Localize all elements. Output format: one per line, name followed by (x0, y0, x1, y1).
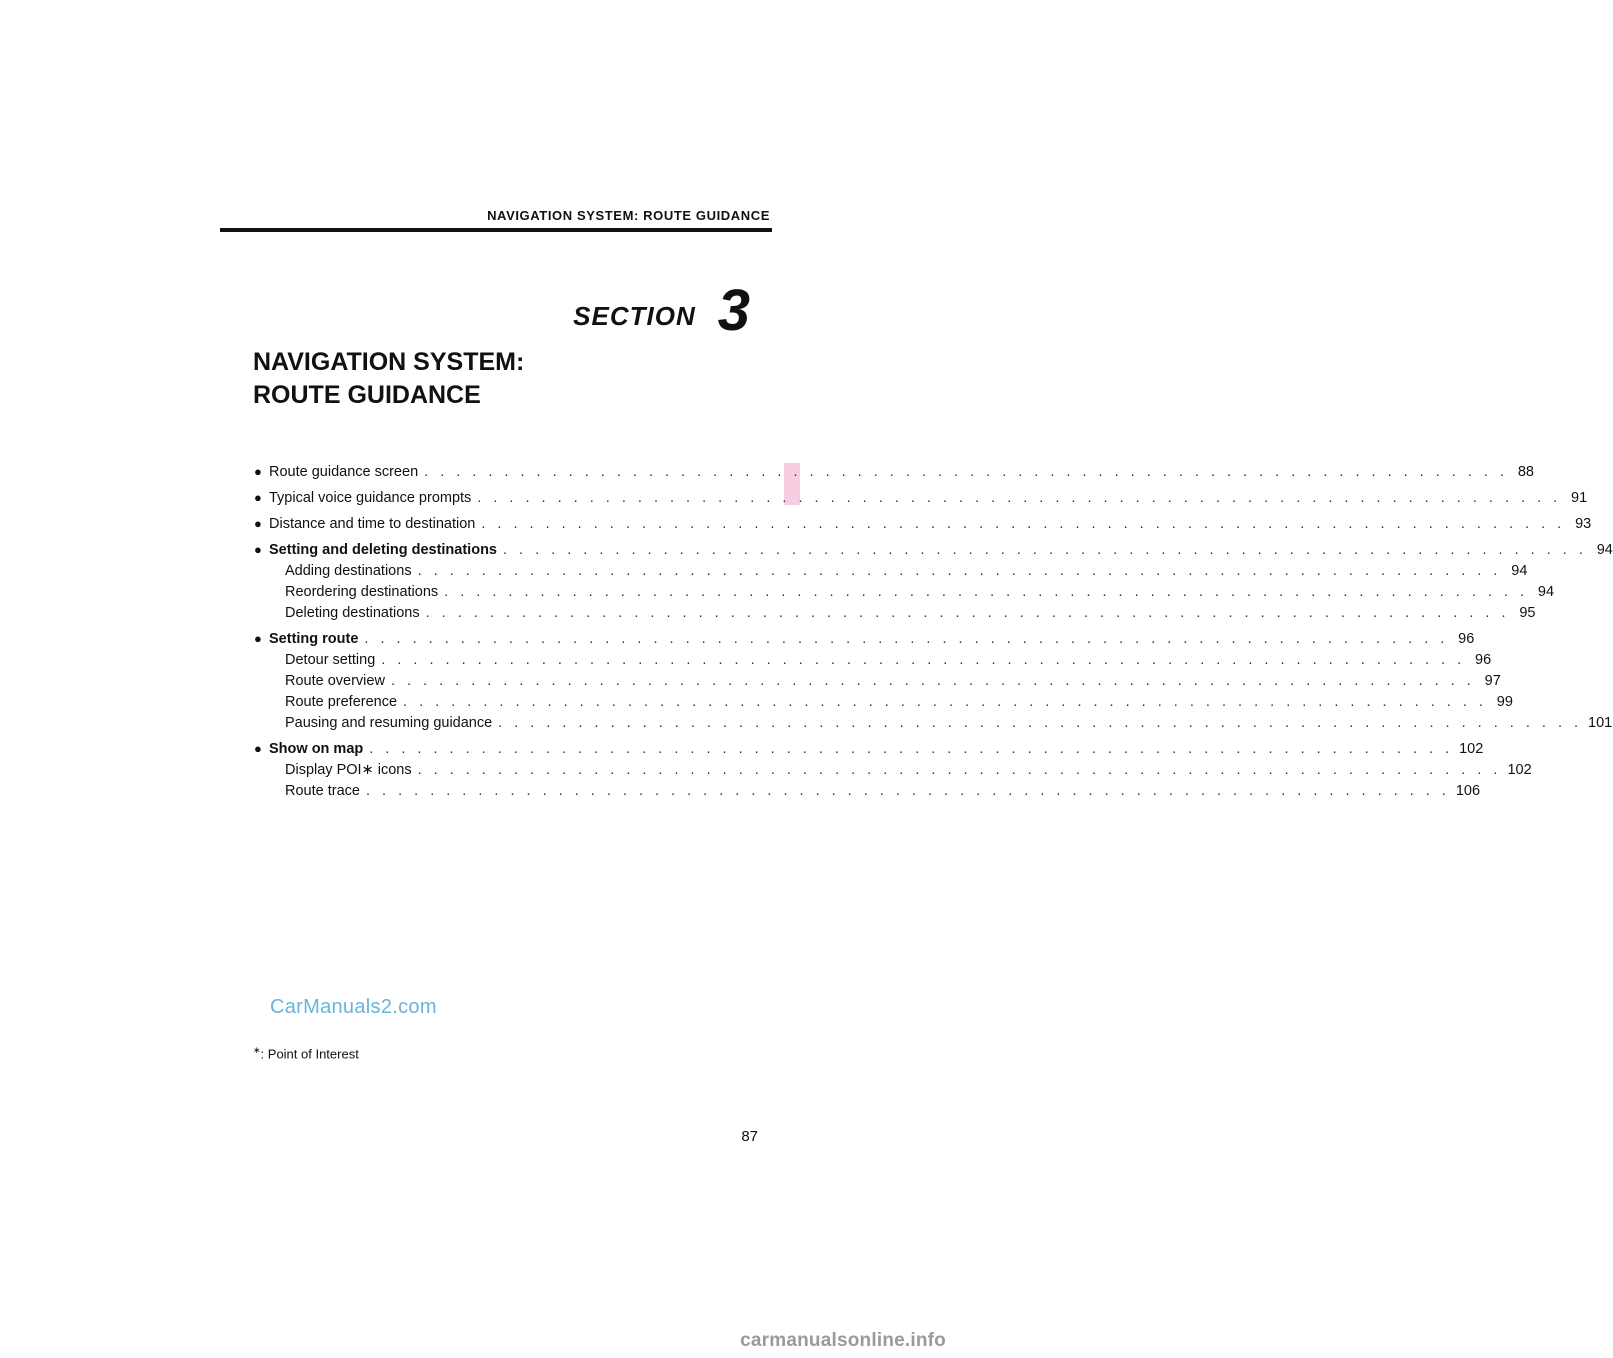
toc-label: Typical voice guidance prompts (269, 490, 472, 506)
toc-leader: . . . . . . . . . . . . . . . . . . . . . . . . . . . . . . . . . . . . . . . . . . . . . . . . . . . . . . . . . . . . . . . . . . . . (424, 464, 1508, 480)
bullet-icon: ● (254, 631, 262, 646)
toc-leader: . . . . . . . . . . . . . . . . . . . . . . . . . . . . . . . . . . . . . . . . . . . . . . . . . . . . . . . . . . . . . . . . . . . . (417, 563, 1502, 579)
chapter-title (253, 346, 524, 412)
watermark-logo: CarManuals2.com (270, 996, 437, 1018)
section-word: SECTION (573, 301, 696, 331)
bullet-icon: ● (254, 542, 262, 557)
toc-page: 101 (1588, 715, 1613, 731)
toc-label: Route guidance screen (269, 464, 419, 480)
toc-page: 93 (1575, 516, 1592, 532)
table-of-contents (254, 464, 1613, 804)
toc-label: Setting route (269, 631, 359, 647)
toc-page: 106 (1455, 783, 1481, 799)
footnote (253, 1045, 359, 1061)
toc-entry[interactable] (254, 464, 1534, 485)
toc-leader: . . . . . . . . . . . . . . . . . . . . . . . . . . . . . . . . . . . . . . . . . . . . . . . . . . . . . . . . . . . . . . . . . . . . (444, 584, 1529, 600)
toc-page: 91 (1571, 490, 1588, 506)
toc-label: Deleting destinations (285, 605, 420, 621)
toc-label: Route trace (285, 783, 360, 799)
toc-leader: . . . . . . . . . . . . . . . . . . . . . . . . . . . . . . . . . . . . . . . . . . . . . . . . . . . . . . . . . . . . . . . . . . . . (477, 490, 1562, 506)
toc-page: 94 (1537, 584, 1555, 600)
toc-subentry[interactable] (254, 694, 1513, 715)
toc-label: Distance and time to destination (269, 516, 476, 532)
section-number: 3 (717, 278, 750, 343)
site-watermark: carmanualsonline.info (740, 1330, 946, 1351)
toc-subentry[interactable] (254, 715, 1613, 736)
toc-subentry[interactable] (254, 762, 1532, 783)
toc-leader: . . . . . . . . . . . . . . . . . . . . . . . . . . . . . . . . . . . . . . . . . . . . . . . . . . . . . . . . . . . . . . . . . . . . (498, 715, 1583, 731)
chapter-title-line-2: ROUTE GUIDANCE (253, 381, 481, 409)
toc-leader: . . . . . . . . . . . . . . . . . . . . . . . . . . . . . . . . . . . . . . . . . . . . . . . . . . . . . . . . . . . . . . . . . . . . (481, 516, 1566, 532)
toc-entry[interactable] (254, 542, 1613, 563)
toc-label: Detour setting (285, 652, 376, 668)
toc-page: 94 (1596, 542, 1613, 558)
toc-label: Adding destinations (285, 563, 412, 579)
bullet-icon: ● (254, 490, 262, 505)
toc-leader: . . . . . . . . . . . . . . . . . . . . . . . . . . . . . . . . . . . . . . . . . . . . . . . . . . . . . . . . . . . . . . . . . . . . (503, 542, 1587, 558)
toc-leader: . . . . . . . . . . . . . . . . . . . . . . . . . . . . . . . . . . . . . . . . . . . . . . . . . . . . . . . . . . . . . . . . . . . . (369, 741, 1454, 757)
footnote-mark: ∗ (253, 1045, 261, 1055)
toc-leader: . . . . . . . . . . . . . . . . . . . . . . . . . . . . . . . . . . . . . . . . . . . . . . . . . . . . . . . . . . . . . . . . . . . . (365, 783, 1450, 799)
toc-label: Pausing and resuming guidance (285, 715, 493, 731)
toc-page: 88 (1517, 464, 1534, 480)
bullet-icon: ● (254, 741, 262, 756)
toc-leader: . . . . . . . . . . . . . . . . . . . . . . . . . . . . . . . . . . . . . . . . . . . . . . . . . . . . . . . . . . . . . . . . . . . . (425, 605, 1510, 621)
footnote-text: : Point of Interest (260, 1046, 359, 1062)
page-number: 87 (741, 1128, 758, 1145)
chapter-title-line-1: NAVIGATION SYSTEM: (253, 348, 525, 376)
section-label (573, 278, 750, 343)
running-header: NAVIGATION SYSTEM: ROUTE GUIDANCE (487, 208, 770, 223)
toc-label: Reordering destinations (285, 584, 439, 600)
toc-label: Setting and deleting destinations (269, 542, 497, 558)
toc-entry[interactable] (254, 516, 1592, 537)
header-rule (220, 228, 772, 232)
toc-label: Route preference (285, 694, 398, 710)
toc-subentry[interactable] (254, 584, 1555, 605)
toc-leader: . . . . . . . . . . . . . . . . . . . . . . . . . . . . . . . . . . . . . . . . . . . . . . . . . . . . . . . . . . . . . . . . . . . . (381, 652, 1466, 668)
toc-page: 102 (1507, 762, 1532, 778)
bullet-icon: ● (254, 464, 262, 479)
toc-page: 94 (1511, 563, 1528, 579)
toc-subentry[interactable] (254, 605, 1536, 626)
toc-subentry[interactable] (254, 652, 1492, 673)
toc-leader: . . . . . . . . . . . . . . . . . . . . . . . . . . . . . . . . . . . . . . . . . . . . . . . . . . . . . . . . . . . . . . . . . . . . (390, 673, 1475, 689)
toc-subentry[interactable] (254, 563, 1528, 584)
toc-leader: . . . . . . . . . . . . . . . . . . . . . . . . . . . . . . . . . . . . . . . . . . . . . . . . . . . . . . . . . . . . . . . . . . . . (403, 694, 1487, 710)
toc-page: 95 (1519, 605, 1536, 621)
toc-page: 99 (1496, 694, 1513, 710)
toc-subentry[interactable] (254, 783, 1481, 804)
toc-label: Show on map (269, 741, 364, 757)
bullet-icon: ● (254, 516, 262, 531)
toc-leader: . . . . . . . . . . . . . . . . . . . . . . . . . . . . . . . . . . . . . . . . . . . . . . . . . . . . . . . . . . . . . . . . . . . . (364, 631, 1449, 647)
toc-entry[interactable] (254, 631, 1475, 652)
toc-page: 102 (1459, 741, 1484, 757)
toc-page: 96 (1458, 631, 1475, 647)
toc-subentry[interactable] (254, 673, 1501, 694)
toc-page: 96 (1475, 652, 1492, 668)
toc-label: Display POI∗ icons (285, 762, 412, 778)
toc-label: Route overview (285, 673, 385, 689)
toc-entry[interactable] (254, 490, 1588, 511)
toc-leader: . . . . . . . . . . . . . . . . . . . . . . . . . . . . . . . . . . . . . . . . . . . . . . . . . . . . . . . . . . . . . . . . . . . . (417, 762, 1502, 778)
toc-page: 97 (1484, 673, 1501, 689)
toc-entry[interactable] (254, 741, 1484, 762)
